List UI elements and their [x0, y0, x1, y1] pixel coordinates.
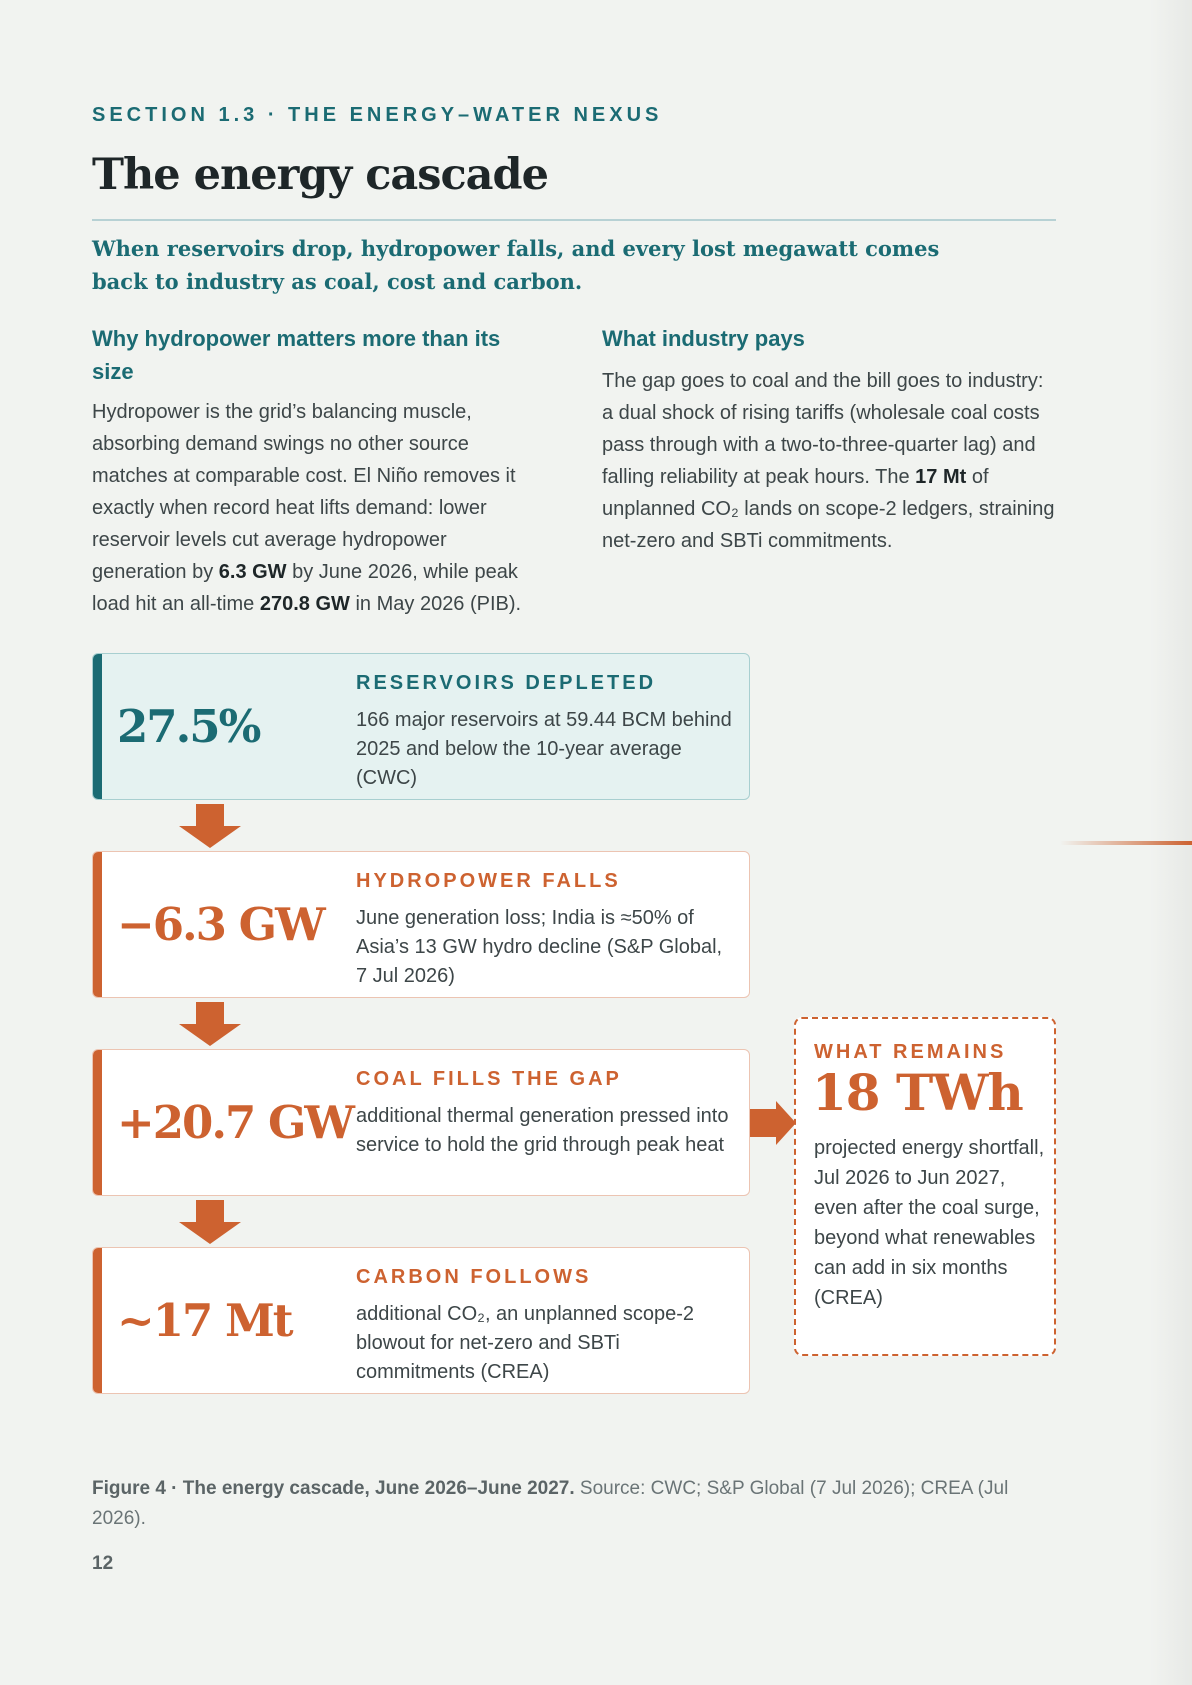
left-body-text-3: in May 2026 (PIB). — [349, 593, 522, 615]
section-eyebrow: SECTION 1.3 · THE ENERGY–WATER NEXUS — [92, 104, 663, 126]
page-title: The energy cascade — [92, 150, 548, 200]
left-column-heading: Why hydropower matters more than its size — [92, 326, 501, 384]
caption-source: Source: CWC; S&P Global (7 Jul 2026); CREA (Jul 2026). — [92, 1478, 1009, 1529]
card-description: June generation loss; India is ≈50% of Asia’s 13 GW hydro decline (S&P Global, 7 Jul 2026) — [356, 907, 723, 987]
remains-label: WHAT REMAINS — [814, 1041, 1007, 1063]
cascade-card-coal — [92, 1049, 750, 1196]
left-body-bold-1: 6.3 GW — [218, 561, 287, 583]
cascade-card-carbon — [92, 1247, 750, 1394]
left-column-body — [92, 396, 532, 620]
card-label: COAL FILLS THE GAP — [356, 1068, 622, 1090]
figure-caption — [92, 1474, 1056, 1534]
remains-description: projected energy shortfall, Jul 2026 to Jun 2027, even after the coal surge, beyond what renewables can add in six months (CREA) — [814, 1137, 1045, 1309]
left-body-bold-2: 270.8 GW — [259, 593, 350, 615]
cascade-card-reservoirs — [92, 653, 750, 800]
page-edge-tab — [1060, 841, 1192, 845]
right-body-bold-1: 17 Mt — [915, 466, 967, 488]
card-description: additional CO₂, an unplanned scope-2 blowout for net-zero and SBTi commitments (CREA) — [356, 1303, 694, 1383]
page-number: 12 — [92, 1553, 114, 1574]
left-body-text-1: Hydropower is the grid’s balancing muscle, absorbing demand swings no other source matches at comparable cost. El Niño removes it exactly when record heat lifts demand: lower reservoir levels cut average hydropower generation by — [92, 401, 516, 583]
card-description: 166 major reservoirs at 59.44 BCM behind 2025 and below the 10-year average (CWC) — [356, 709, 732, 789]
title-divider — [92, 219, 1056, 221]
card-value: +20.7 GW — [117, 1096, 353, 1149]
right-column-body — [602, 365, 1056, 557]
card-value: −6.3 GW — [117, 898, 324, 951]
right-arrow-icon — [750, 1101, 796, 1145]
cascade-card-hydropower — [92, 851, 750, 998]
card-label: HYDROPOWER FALLS — [356, 870, 621, 892]
right-body-text-1: The gap goes to coal and the bill goes to industry: a dual shock of rising tariffs (wholesale coal costs pass through with a two-to-three-quarter lag) and falling reliability at peak hours. The — [602, 370, 1044, 488]
card-accent-bar — [93, 654, 102, 799]
card-label: CARBON FOLLOWS — [356, 1266, 592, 1288]
card-accent-bar — [93, 1248, 102, 1393]
what-remains-callout — [794, 1017, 1056, 1356]
right-column — [602, 322, 1056, 557]
left-body-text-2: by June 2026, while peak load hit an all-time — [92, 561, 518, 615]
right-body-text-2: of unplanned CO₂ lands on scope-2 ledgers, straining net-zero and SBTi commitments. — [602, 466, 1055, 552]
card-value: ~17 Mt — [117, 1294, 292, 1347]
down-arrow-icon — [179, 804, 241, 848]
down-arrow-icon — [179, 1200, 241, 1244]
right-column-heading: What industry pays — [602, 326, 805, 351]
card-accent-bar — [93, 1050, 102, 1195]
card-value: 27.5% — [117, 700, 260, 753]
caption-title: Figure 4 · The energy cascade, June 2026–June 2027. — [92, 1478, 575, 1499]
card-label: RESERVOIRS DEPLETED — [356, 672, 657, 694]
remains-value: 18 TWh — [812, 1063, 1023, 1122]
down-arrow-icon — [179, 1002, 241, 1046]
card-accent-bar — [93, 852, 102, 997]
left-column — [92, 322, 532, 620]
lede-text: When reservoirs drop, hydropower falls, and every lost megawatt comes back to industry as coal, cost and carbon. — [92, 236, 940, 294]
card-description: additional thermal generation pressed into service to hold the grid through peak heat — [356, 1105, 729, 1156]
